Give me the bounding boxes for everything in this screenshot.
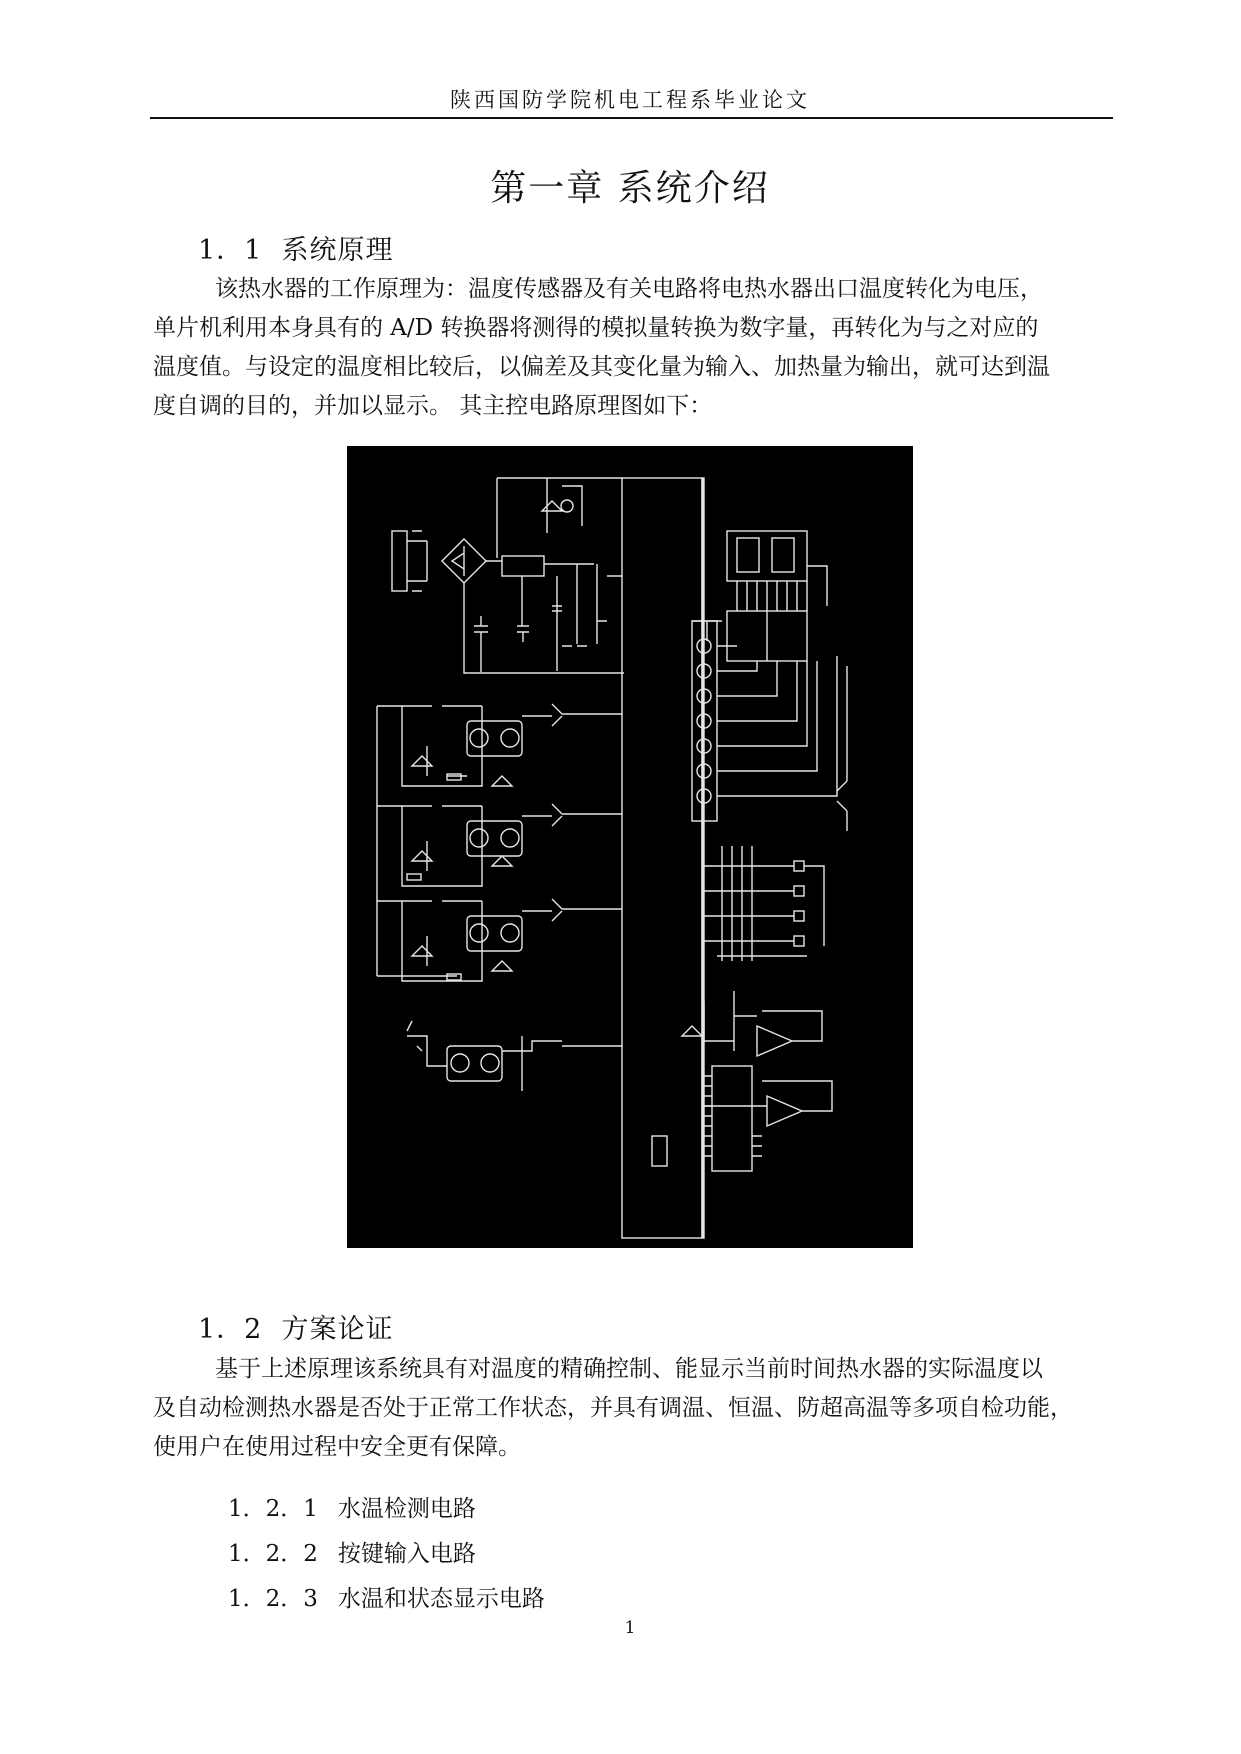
- text-line: 使用户在使用过程中安全更有保障。: [153, 1434, 521, 1460]
- regulator: [502, 556, 544, 576]
- section-title: 系统原理: [281, 235, 394, 266]
- transformer: [392, 531, 407, 591]
- chapter-title: 第一章 系统介绍: [490, 168, 770, 209]
- text-line: 度自调的目的，并加以显示。 其主控电路原理图如下：: [153, 393, 713, 419]
- text-line: 基于上述原理该系统具有对温度的精确控制、能显示当前时间热水器的实际温度以: [215, 1356, 1043, 1382]
- header-rule: [150, 117, 1113, 119]
- text-line: 及自动检测热水器是否处于正常工作状态，并具有调温、恒温、防超高温等多项自检功能，: [153, 1395, 1073, 1421]
- subsection-title: 水温检测电路: [337, 1496, 476, 1522]
- section-number: 1．2: [198, 1314, 263, 1345]
- text-line: 单片机利用本身具有的 A/D 转换器将测得的模拟量转换为数字量，再转化为与之对应的: [153, 315, 1039, 341]
- subsection-number: 1．2．1: [228, 1496, 318, 1522]
- scheme-paragraph: [153, 1350, 1113, 1467]
- section-number: 1．1: [198, 235, 263, 266]
- text-line: 该热水器的工作原理为：温度传感器及有关电路将电热水器出口温度转化为电压，: [215, 276, 1043, 302]
- section-heading-1-2: [198, 1307, 394, 1346]
- driver-channel-1: [377, 704, 622, 976]
- section-title: 方案论证: [281, 1314, 394, 1345]
- driver-channel-3: [377, 899, 622, 981]
- adc-chip: [712, 1066, 752, 1171]
- op-amp-1: [757, 1026, 792, 1056]
- text-line: 温度值。与设定的温度相比较后，以偏差及其变化量为输入、加热量为输出，就可达到温: [153, 354, 1050, 380]
- optocoupler: [447, 1046, 502, 1081]
- principle-paragraph: [153, 270, 1113, 426]
- subsection-number: 1．2．2: [228, 1541, 318, 1567]
- subsection-number: 1．2．3: [228, 1586, 318, 1612]
- subsection-title: 按键输入电路: [337, 1541, 476, 1567]
- page-number: 1: [624, 1618, 636, 1638]
- circuit-schematic-figure: [347, 446, 913, 1248]
- subsection-1-2-2: [228, 1535, 476, 1568]
- page-header: 陕西国防学院机电工程系毕业论文: [450, 88, 810, 112]
- mcu-chip: [622, 478, 702, 1238]
- op-amp-2: [767, 1096, 802, 1126]
- subsection-1-2-3: [228, 1580, 545, 1613]
- subsection-1-2-1: [228, 1490, 476, 1523]
- driver-channel-2: [377, 804, 622, 886]
- subsection-title: 水温和状态显示电路: [337, 1586, 545, 1612]
- section-heading-1-1: [198, 228, 394, 267]
- circuit-schematic: [347, 446, 913, 1248]
